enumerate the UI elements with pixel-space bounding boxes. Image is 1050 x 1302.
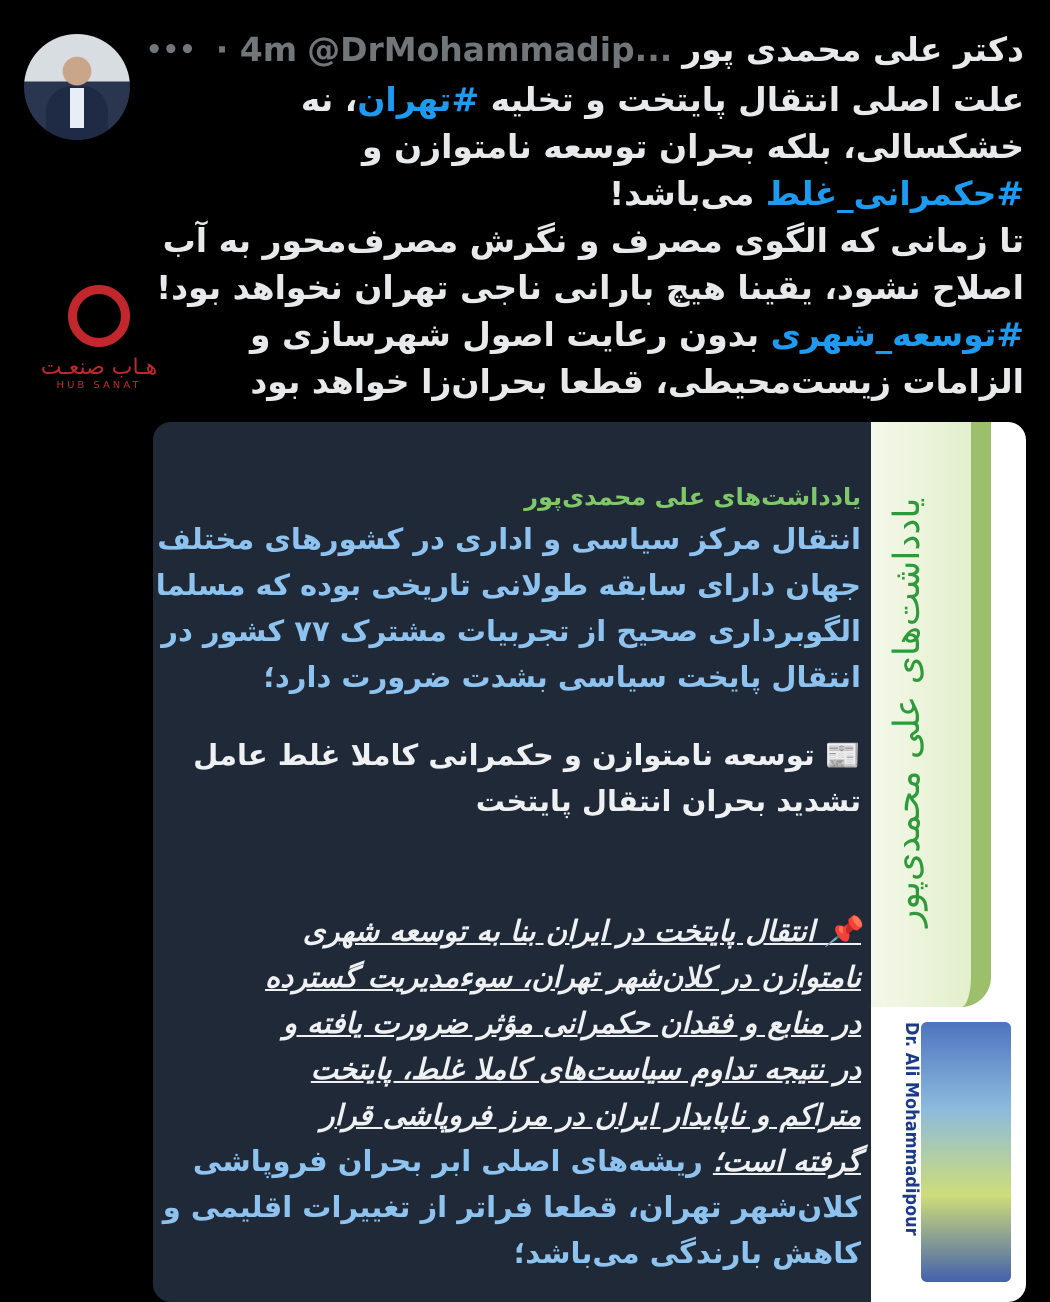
tweet-line <box>144 170 1024 217</box>
post-line: متراکم و ناپایدار ایران در مرز فروپاشی قرار <box>320 1098 861 1132</box>
side-banner-name: Dr. Ali Mohammadipour <box>901 1022 922 1236</box>
tweet-text-segment: الزامات زیست‌محیطی، قطعا بحران‌زا خواهد بود <box>250 362 1024 401</box>
hashtag-link[interactable]: #توسعه_شهری <box>770 315 1024 354</box>
author-avatar[interactable] <box>24 34 130 140</box>
tweet-text-segment: ، نه <box>300 80 358 119</box>
hub-sanat-watermark <box>38 285 160 391</box>
post-line: در منابع و فقدان حکمرانی مؤثر ضرورت یافته و <box>282 1006 861 1040</box>
post-line: ریشه‌های اصلی ابر بحران فروپاشی <box>192 1144 713 1178</box>
post-line: تشدید بحران انتقال پایتخت <box>475 784 861 818</box>
hashtag-link[interactable]: #تهران <box>357 80 480 119</box>
economist-logo <box>921 1022 1011 1282</box>
tweet-text-segment: علت اصلی انتقال پایتخت و تخلیه <box>479 80 1024 119</box>
tweet-line <box>144 311 1024 358</box>
post-line: الگوبرداری صحیح از تجربیات مشترک ۷۷ کشور در <box>161 614 861 648</box>
tweet-text-segment: می‌باشد! <box>609 174 766 213</box>
post-line: 📌 انتقال پایتخت در ایران بنا به توسعه شهری <box>302 914 861 948</box>
tweet-line <box>144 358 1024 405</box>
post-line: کلان‌شهر تهران، قطعا فراتر از تغییرات اقلیمی و <box>162 1190 861 1224</box>
tweet-image[interactable] <box>153 422 1026 1302</box>
tweet-text-segment: اصلاح نشود، یقینا هیچ بارانی ناجی تهران نخواهد بود! <box>156 268 1024 307</box>
avatar-shirt <box>70 88 84 128</box>
post-line: نامتوازن در کلان‌شهر تهران، سوءمدیریت گسترده <box>265 960 861 994</box>
post-line: انتقال پایخت سیاسی بشدت ضرورت دارد؛ <box>263 660 861 694</box>
tweet-text <box>144 76 1024 405</box>
tweet-text-segment: بدون رعایت اصول شهرسازی و <box>249 315 771 354</box>
watermark-fa: هـاب صنعـت <box>40 355 158 380</box>
post-paragraph-2 <box>161 732 861 824</box>
hashtag-link[interactable]: #حکمرانی_غلط <box>765 174 1024 213</box>
post-line: جهان دارای سابقه طولانی تاریخی بوده که مسلما <box>155 568 861 602</box>
tweet-line <box>144 123 1024 170</box>
post-channel-title: یادداشت‌های علی محمدی‌پور <box>524 483 861 511</box>
tweet-header <box>146 30 1024 69</box>
more-options-icon[interactable]: ••• <box>145 34 196 65</box>
watermark-en: HUB SANAT <box>56 380 142 391</box>
side-banner <box>871 422 1026 1302</box>
tweet-line <box>144 76 1024 123</box>
tweet-line <box>144 264 1024 311</box>
post-line: انتقال مرکز سیاسی و اداری در کشورهای مختلف <box>157 522 861 556</box>
tweet-text-segment: خشکسالی، بلکه بحران توسعه نامتوازن و <box>361 127 1024 166</box>
post-line: کاهش بارندگی می‌باشد؛ <box>513 1236 861 1270</box>
tweet-text-segment: تا زمانی که الگوی مصرف و نگرش مصرف‌محور به آب <box>162 221 1024 260</box>
post-line: گرفته است؛ <box>712 1144 861 1178</box>
tweet-time[interactable]: · 4m <box>215 30 298 69</box>
tweet-line <box>144 217 1024 264</box>
post-line: 📰 توسعه نامتوازن و حکمرانی کاملا غلط عامل <box>193 738 861 772</box>
author-name[interactable]: دکتر علی محمدی پور <box>682 30 1024 69</box>
post-paragraph-3 <box>161 908 861 1276</box>
side-banner-green <box>871 422 991 1007</box>
side-banner-title: یادداشت‌های علی محمدی‌پور <box>887 497 928 927</box>
hub-sanat-logo-icon <box>68 285 130 347</box>
post-line: در نتیجه تداوم سیاست‌های کاملا غلط، پایتخت <box>310 1052 861 1086</box>
post-paragraph-1 <box>155 516 861 700</box>
author-handle[interactable]: @DrMohammadip... <box>307 30 673 69</box>
